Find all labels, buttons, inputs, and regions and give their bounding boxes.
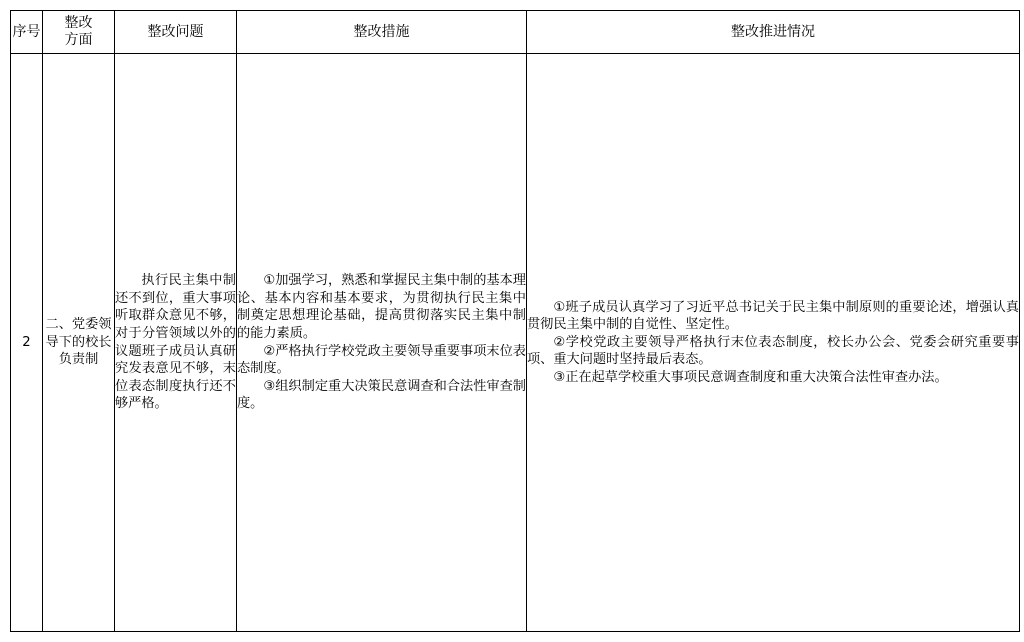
table-header-row — [11, 11, 1020, 54]
measure-item-3: ③组织制定重大决策民意调查和合法性审查制度。 — [237, 378, 526, 412]
header-aspect-line2: 方面 — [64, 32, 93, 48]
header-measure: 整改措施 — [237, 11, 527, 54]
row-problem: 执行民主集中制还不到位，重大事项听取群众意见不够，对于分管领域以外的议题班子成员认真研究发表意见不够，末位表态制度执行还不够严格。 — [115, 54, 237, 632]
header-no: 序号 — [11, 11, 43, 54]
progress-item-1: ①班子成员认真学习了习近平总书记关于民主集中制原则的重要论述，增强认真贯彻民主集中制的自觉性、坚定性。 — [527, 299, 1019, 333]
rectification-table — [10, 10, 1020, 632]
header-problem: 整改问题 — [115, 11, 237, 54]
row-aspect: 二、党委领导下的校长负责制 — [43, 54, 115, 632]
measure-item-2: ②严格执行学校党政主要领导重要事项末位表态制度。 — [237, 343, 526, 377]
progress-item-3: ③正在起草学校重大事项民意调查制度和重大决策合法性审查办法。 — [553, 369, 948, 385]
row-number: 2 — [11, 54, 43, 632]
header-aspect-line1: 整改 — [64, 15, 93, 31]
table-row — [11, 54, 1020, 632]
measure-item-1: ①加强学习，熟悉和掌握民主集中制的基本理论、基本内容和基本要求，为贯彻执行民主集中制奠定思想理论基础，提高贯彻落实民主集中制的能力素质。 — [237, 273, 526, 341]
row-progress — [527, 54, 1020, 632]
progress-item-2: ②学校党政主要领导严格执行末位表态制度，校长办公会、党委会研究重要事项、重大问题时坚持最后表态。 — [527, 334, 1019, 368]
header-progress: 整改推进情况 — [527, 11, 1020, 54]
row-measures — [237, 54, 527, 632]
header-aspect — [43, 11, 115, 54]
